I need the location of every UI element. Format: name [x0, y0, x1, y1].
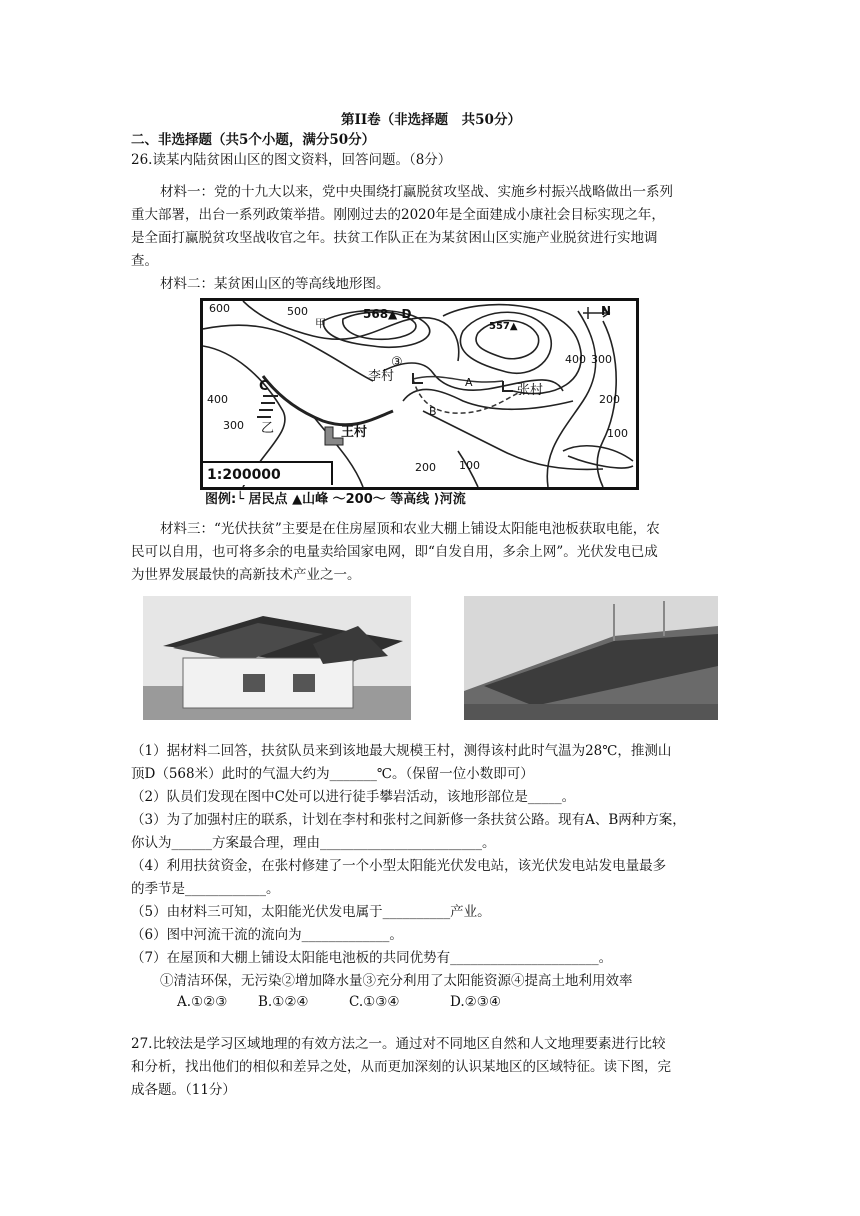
route-a-label: A	[465, 376, 473, 389]
contour-label: 600	[209, 302, 230, 315]
contour-label: 400	[565, 353, 586, 366]
contour-label: 300	[591, 353, 612, 366]
option-a: A.①②③	[177, 994, 228, 1010]
question-line: 顶D（568米）此时的气温大约为_______℃。（保留一位小数即可）	[131, 766, 534, 782]
material1-line: 是全面打赢脱贫攻坚战收官之年。扶贫工作队正在为某贫困山区实施产业脱贫进行实地调	[131, 230, 658, 246]
contour-label: 200	[599, 393, 620, 406]
village-zhang-label: 张村	[517, 383, 544, 398]
village-li-label: 李村	[368, 369, 395, 384]
material3-line: 材料三：“光伏扶贫”主要是在住房屋顶和农业大棚上铺设太阳能电池板获取电能，农	[160, 521, 660, 537]
section-title: 第II卷（非选择题 共50分）	[341, 112, 521, 128]
q27-line: 成各题。（11分）	[131, 1082, 236, 1098]
q27-line: 和分析，找出他们的相似和差异之处，从而更加深刻的认识某地区的区域特征。读下图，完	[131, 1059, 671, 1075]
point-c-label: C	[259, 379, 269, 394]
question-line: （1）据材料二回答，扶贫队员来到该地最大规模王村，测得该村此时气温为28℃，推测山	[131, 743, 672, 759]
question-line: （5）由材料三可知，太阳能光伏发电属于__________产业。	[131, 904, 491, 920]
photo-greenhouse-solar	[464, 596, 718, 720]
q7-items: ①清洁环保，无污染②增加降水量③充分利用了太阳能资源④提高土地利用效率	[160, 973, 633, 989]
contour-map	[200, 298, 640, 508]
question-line: （4）利用扶贫资金，在张村修建了一个小型太阳能光伏发电站，该光伏发电站发电量最多	[131, 858, 667, 874]
material3-line: 民可以自用，也可将多余的电量卖给国家电网，即“自发自用，多余上网”。光伏发电已成	[131, 544, 658, 560]
material2-caption: 材料二：某贫困山区的等高线地形图。	[160, 276, 390, 292]
route-b-label: B	[429, 405, 437, 418]
contour-label: 400	[207, 393, 228, 406]
photo-house-solar-roof	[143, 596, 411, 720]
option-c: C.①③④	[349, 994, 400, 1010]
question-line: （2）队员们发现在图中C处可以进行徒手攀岩活动，该地形部位是_____。	[131, 789, 576, 805]
q27-line: 27.比较法是学习区域地理的有效方法之一。通过对不同地区自然和人文地理要素进行比较	[131, 1036, 666, 1052]
contour-label: 500	[287, 305, 308, 318]
map-scale: 1:200000	[203, 461, 333, 485]
contour-map-frame	[200, 298, 639, 490]
question-line: （6）图中河流干流的流向为_____________。	[131, 927, 403, 943]
village-wang-label: 王村	[341, 425, 368, 440]
contour-label: 100	[607, 427, 628, 440]
material1-line: 材料一：党的十九大以来，党中央围绕打赢脱贫攻坚战、实施乡村振兴战略做出一系列	[160, 184, 673, 200]
peak-557-label: 557▲	[489, 321, 518, 332]
question-line: （3）为了加强村庄的联系，计划在李村和张村之间新修一条扶贫公路。现有A、B两种方案，	[131, 812, 686, 828]
place-label-yi: 乙	[261, 421, 275, 436]
option-b: B.①②④	[258, 994, 309, 1010]
material3-line: 为世界发展最快的高新技术产业之一。	[131, 567, 361, 583]
material1-line: 查。	[131, 253, 158, 269]
question-line: （7）在屋顶和大棚上铺设太阳能电池板的共同优势有______________________。	[131, 950, 613, 966]
contour-lines	[203, 301, 636, 487]
option-d: D.②③④	[450, 994, 501, 1010]
map-legend: 图例:└ 居民点 ▲山峰 ～200～ 等高线 ⟩河流	[205, 492, 466, 507]
contour-label: 100	[459, 459, 480, 472]
part-heading: 二、非选择题（共5个小题，满分50分）	[131, 132, 376, 148]
q26-stem: 26.读某内陆贫困山区的图文资料，回答问题。（8分）	[131, 152, 452, 168]
question-line: 的季节是____________。	[131, 881, 280, 897]
circle-3-label: ③	[391, 355, 403, 370]
place-label-jia: 甲	[315, 317, 326, 330]
peak-d-label: 568▲ D	[363, 307, 412, 321]
north-label: N	[601, 304, 612, 318]
question-line: 你认为______方案最合理，理由________________________。	[131, 835, 496, 851]
contour-label: 200	[415, 461, 436, 474]
material1-line: 重大部署，出台一系列政策举措。刚刚过去的2020年是全面建成小康社会目标实现之年，	[131, 207, 665, 223]
contour-label: 300	[223, 419, 244, 432]
